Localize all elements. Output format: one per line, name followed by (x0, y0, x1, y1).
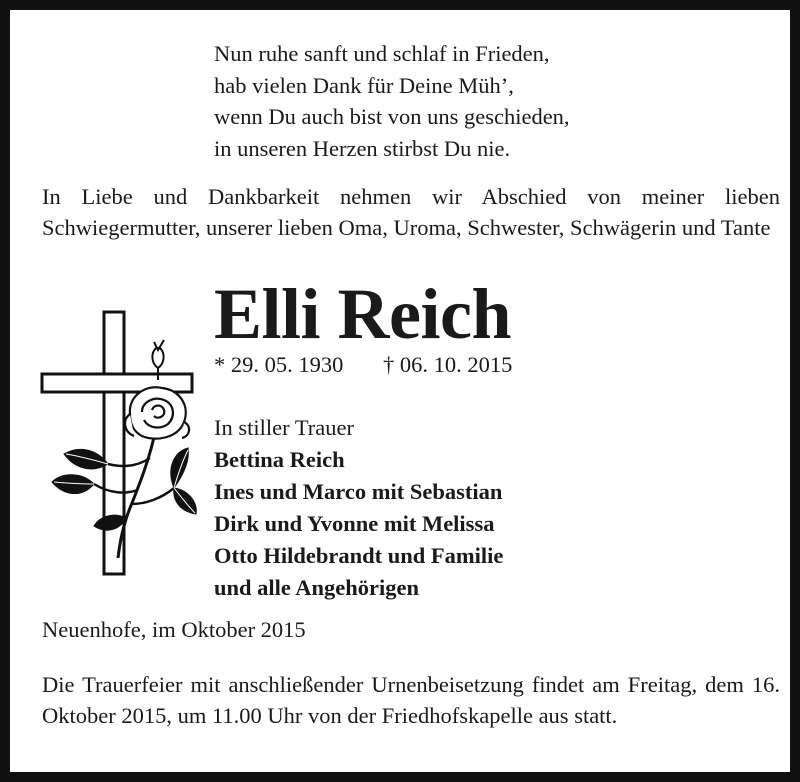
cross-with-rose-icon (38, 308, 200, 580)
mourner-name: Bettina Reich (214, 447, 345, 472)
mourner-name: Otto Hildebrandt und Familie (214, 543, 504, 568)
mourners-block (214, 412, 503, 604)
poem-line: hab vielen Dank für Deine Müh’, (214, 72, 514, 98)
poem-line: wenn Du auch bist von uns geschieden, (214, 104, 570, 129)
mourners-lead: In stiller Trauer (214, 415, 354, 440)
deceased-name: Elli Reich (214, 274, 511, 354)
place-date: Neuenhofe, im Oktober 2015 (42, 617, 306, 642)
intro-text: In Liebe und Dankbarkeit nehmen wir Abschied von meiner lieben Schwiegermutter, unserer lieben Oma, Uroma, Schwester, Schwägerin und Tante (42, 184, 780, 240)
service-notice: Die Trauerfeier mit anschließender Urnenbeisetzung findet am Freitag, dem 16. Oktober 2015, um 11.00 Uhr von der Friedhofskapelle aus statt. (42, 672, 780, 728)
mourner-name: Ines und Marco mit Sebastian (214, 479, 503, 504)
poem (214, 38, 570, 164)
life-dates (214, 350, 512, 380)
death-date: † 06. 10. 2015 (383, 352, 513, 377)
poem-line: in unseren Herzen stirbst Du nie. (214, 135, 511, 161)
mourner-name: und alle Angehörigen (214, 575, 420, 600)
birth-date: * 29. 05. 1930 (214, 352, 344, 377)
poem-line: Nun ruhe sanft und schlaf in Frieden, (214, 41, 550, 66)
mourner-name: Dirk und Yvonne mit Melissa (214, 511, 495, 536)
